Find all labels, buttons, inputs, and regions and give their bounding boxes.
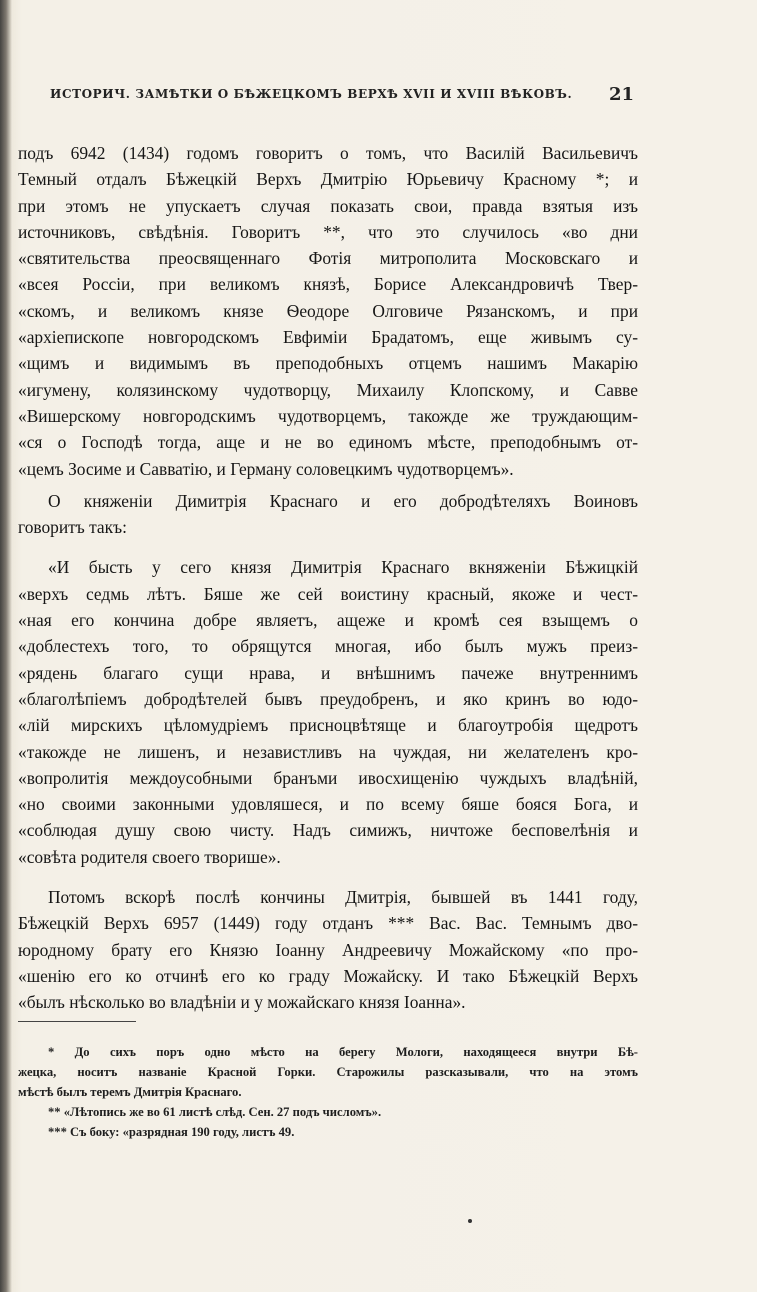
text-line: говоритъ такъ: <box>18 517 127 538</box>
text-line: «былъ нѣсколько во владѣніи и у можайскаго князя Іоанна». <box>18 992 466 1013</box>
paragraph-3-quote <box>18 554 638 870</box>
text-line: источниковъ, свѣдѣнія. Говоритъ **, что это случилось «во дни <box>18 221 638 242</box>
text-line: «игумену, колязинскому чудотворцу, Михаилу Клопскому, и Савве <box>18 379 638 400</box>
text-line: «верхъ седмь лѣтъ. Бяше же сей воистину красный, якоже и чест- <box>18 583 638 604</box>
page-number: 21 <box>609 84 635 105</box>
text-line: подъ 6942 (1434) годомъ говоритъ о томъ, что Василій Васильевичъ <box>18 143 638 163</box>
paragraph-1 <box>18 140 638 482</box>
footnote-rule <box>18 1021 136 1022</box>
footnote-line: ** «Лѣтопись же во 61 листѣ слѣд. Сен. 27 подъ числомъ». <box>48 1105 382 1119</box>
text-line: «вопролитія междоусобными бранъми ивосхищенію чуждыхъ владѣній, <box>18 767 638 788</box>
text-line: «щимъ и видимымъ въ преподобныхъ отцемъ нашимъ Макарію <box>18 353 638 374</box>
footnote-line: жецка, носитъ названіе Красной Горки. Старожилы разсказывали, что на этомъ <box>18 1065 638 1079</box>
text-line: «лій мирскихъ цѣломудріемъ присноцвѣтяще и благоутробія щедротъ <box>18 715 638 736</box>
text-line: Темный отдалъ Бѣжецкій Верхъ Дмитрію Юрьевичу Красному *; и <box>18 169 638 190</box>
text-line: «доблестехъ того, то обрящутся многая, ибо былъ мужъ преиз- <box>18 636 638 657</box>
ink-dot <box>468 1219 472 1223</box>
book-spine-shadow <box>0 0 12 1292</box>
footnote-line: мѣстѣ былъ теремъ Дмитрія Краснаго. <box>18 1085 242 1099</box>
text-line: «совѣта родителя своего творише». <box>18 846 281 867</box>
text-line: «но своими законными удовляшеся, и по всему бяше бояся Бога, и <box>18 794 638 815</box>
text-line: «И бысть у сего князя Димитрія Краснаго вкняженіи Бѣжицкій <box>48 557 638 578</box>
text-line: «такожде не лишенъ, и независтливъ на чуждая, ни желателенъ кро- <box>18 741 638 762</box>
text-line: «скомъ, и великомъ князе Ѳеодоре Олговиче Рязанскомъ, и при <box>18 300 638 321</box>
text-line: «всея Россіи, при великомъ князѣ, Борисе Александровичѣ Твер- <box>18 274 638 295</box>
text-line: «Вишерскому новгородскимъ чудотворцемъ, такожде же труждающим- <box>18 405 638 426</box>
text-line: «ся о Господѣ тогда, аще и не во единомъ мѣсте, преподобнымъ от- <box>18 432 638 453</box>
text-line: «соблюдая душу свою чисту. Надъ симижъ, ничтоже бесповелѣнія и <box>18 820 638 841</box>
spacer <box>18 540 638 554</box>
text-line: при этомъ не упускаетъ случая показать свои, правда взятыя изъ <box>18 195 638 216</box>
text-line: Бѣжецкій Верхъ 6957 (1449) году отданъ *** Вас. Вас. Темнымъ дво- <box>18 913 638 934</box>
running-header: ИСТОРИЧ. ЗАМѢТКИ О БѢЖЕЦКОМЪ ВЕРХѢ XVII И XVIII ВѢКОВЪ. <box>50 87 573 101</box>
text-line: юродному брату его Князю Іоанну Андреевичу Можайскому «по про- <box>18 939 638 960</box>
text-line: «рядень благаго сущи нрава, и внѣшнимъ пачеже внутреннимъ <box>18 662 638 683</box>
paragraph-2 <box>18 488 638 541</box>
text-line: О княженіи Димитрія Краснаго и его добродѣтеляхъ Воиновъ <box>48 490 638 511</box>
text-line: «святительства преосвященнаго Фотія митрополита Московскаго и <box>18 248 638 269</box>
footnotes <box>18 1042 638 1142</box>
footnote-line: *** Съ боку: «разрядная 190 году, листъ 49. <box>48 1125 295 1139</box>
main-text <box>18 140 638 1016</box>
text-line: «благолѣпіемъ добродѣтелей бывъ преудобренъ, и яко кринъ во юдо- <box>18 688 638 709</box>
paragraph-4 <box>18 884 638 1015</box>
spacer <box>18 870 638 884</box>
footnote-line: * До сихъ поръ одно мѣсто на берегу Мологи, находящееся внутри Бѣ- <box>48 1045 638 1059</box>
text-line: «цемъ Зосиме и Савватію, и Герману соловецкимъ чудотворцемъ». <box>18 458 514 479</box>
text-line: «шенію его ко отчинѣ его ко граду Можайску. И тако Бѣжецкій Верхъ <box>18 965 638 986</box>
text-line: «архіепископе новгородскомъ Евфиміи Брадатомъ, еще живымъ су- <box>18 327 638 348</box>
text-line: Потомъ вскорѣ послѣ кончины Дмитрія, бывшей въ 1441 году, <box>48 887 638 908</box>
text-line: «ная его кончина добре являетъ, ащеже и кромѣ сея взыщемъ о <box>18 610 638 631</box>
